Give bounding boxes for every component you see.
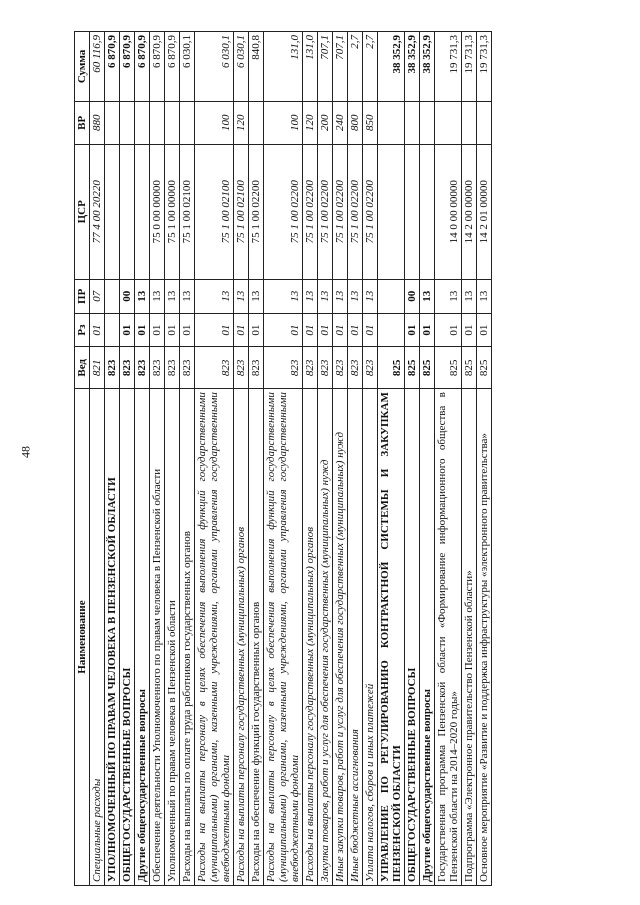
cell-ved: 823 (348, 347, 363, 389)
cell-ved: 821 (90, 347, 105, 389)
cell-ved: 823 (135, 347, 150, 389)
cell-csr: 75 1 00 02200 (303, 144, 318, 279)
cell-pr: 13 (333, 279, 348, 313)
cell-ved: 823 (180, 347, 195, 389)
cell-rz: 01 (165, 313, 180, 347)
cell-pr: 13 (234, 279, 249, 313)
cell-csr: 14 2 01 00000 (477, 144, 492, 279)
cell-sum: 38 352,9 (420, 32, 435, 102)
cell-ved: 825 (462, 347, 477, 389)
cell-name: Основное мероприятие «Развитие и поддержка инфраструктуры «электронного правительства» (477, 389, 492, 886)
table-row (318, 32, 333, 886)
cell-sum: 19 731,3 (477, 32, 492, 102)
cell-sum: 6 870,9 (150, 32, 165, 102)
cell-sum: 19 731,3 (462, 32, 477, 102)
table-row (105, 32, 120, 886)
rotated-table-wrapper (74, 31, 492, 886)
cell-ved: 825 (420, 347, 435, 389)
header-rz: Рз (75, 313, 90, 347)
cell-ved: 823 (195, 347, 234, 389)
cell-pr: 13 (135, 279, 150, 313)
cell-csr: 75 1 00 02100 (180, 144, 195, 279)
cell-pr: 00 (120, 279, 135, 313)
cell-rz: 01 (303, 313, 318, 347)
cell-sum: 38 352,9 (378, 32, 405, 102)
cell-pr: 13 (195, 279, 234, 313)
cell-csr: 75 1 00 02200 (249, 144, 264, 279)
table-row (363, 32, 378, 886)
cell-name: УПОЛНОМОЧЕННЫЙ ПО ПРАВАМ ЧЕЛОВЕКА В ПЕНЗЕНСКОЙ ОБЛАСТИ (105, 389, 120, 886)
cell-name: Обеспечение деятельности Уполномоченного по правам человека в Пензенской области (150, 389, 165, 886)
cell-name: Иные закупки товаров, работ и услуг для обеспечения государственных (муниципальных) нужд (333, 389, 348, 886)
cell-sum: 707,1 (318, 32, 333, 102)
cell-name: Расходы на выплаты по оплате труда работников государственных органов (180, 389, 195, 886)
cell-rz: 01 (348, 313, 363, 347)
cell-name: Расходы на выплаты персоналу государственных (муниципальных) органов (303, 389, 318, 886)
table-row (435, 32, 462, 886)
cell-rz: 01 (90, 313, 105, 347)
cell-name: Расходы на выплаты персоналу в целях обеспечения выполнения функций государственными (муниципальными) органами, казенными учреждениями, органами управления государственными внебюджетными фондами (195, 389, 234, 886)
cell-csr (105, 144, 120, 279)
cell-csr: 77 4 00 20220 (90, 144, 105, 279)
cell-csr: 14 0 00 00000 (435, 144, 462, 279)
cell-vr: 100 (264, 101, 303, 144)
cell-sum: 840,8 (249, 32, 264, 102)
cell-name: Другие общегосударственные вопросы (420, 389, 435, 886)
cell-pr: 13 (462, 279, 477, 313)
cell-pr: 07 (90, 279, 105, 313)
cell-pr: 13 (180, 279, 195, 313)
cell-rz: 01 (180, 313, 195, 347)
cell-vr: 100 (195, 101, 234, 144)
cell-pr: 00 (405, 279, 420, 313)
cell-name: Уплата налогов, сборов и иных платежей (363, 389, 378, 886)
table-row (462, 32, 477, 886)
cell-rz: 01 (435, 313, 462, 347)
table-row (405, 32, 420, 886)
cell-ved: 823 (249, 347, 264, 389)
cell-ved: 823 (105, 347, 120, 389)
table-row (90, 32, 105, 886)
cell-vr (477, 101, 492, 144)
cell-csr: 75 1 00 02200 (264, 144, 303, 279)
table-row (348, 32, 363, 886)
cell-csr: 75 1 00 02100 (195, 144, 234, 279)
cell-pr (378, 279, 405, 313)
cell-ved: 823 (165, 347, 180, 389)
cell-vr: 240 (333, 101, 348, 144)
cell-sum: 6 870,9 (105, 32, 120, 102)
cell-pr: 13 (165, 279, 180, 313)
cell-csr: 75 1 00 00000 (165, 144, 180, 279)
cell-vr: 200 (318, 101, 333, 144)
cell-rz: 01 (333, 313, 348, 347)
cell-name: Подпрограмма «Электронное правительство Пензенской области» (462, 389, 477, 886)
cell-vr (120, 101, 135, 144)
cell-csr (135, 144, 150, 279)
cell-pr (105, 279, 120, 313)
cell-ved: 823 (150, 347, 165, 389)
cell-csr: 75 0 00 00000 (150, 144, 165, 279)
cell-vr (249, 101, 264, 144)
table-row (420, 32, 435, 886)
header-ved: Вед (75, 347, 90, 389)
cell-rz: 01 (135, 313, 150, 347)
cell-vr (420, 101, 435, 144)
cell-sum: 19 731,3 (435, 32, 462, 102)
cell-pr: 13 (318, 279, 333, 313)
cell-vr: 800 (348, 101, 363, 144)
cell-csr: 75 1 00 02200 (333, 144, 348, 279)
cell-pr: 13 (303, 279, 318, 313)
cell-rz: 01 (120, 313, 135, 347)
cell-ved: 825 (477, 347, 492, 389)
cell-pr: 13 (477, 279, 492, 313)
cell-csr: 14 2 00 00000 (462, 144, 477, 279)
cell-rz (378, 313, 405, 347)
cell-sum: 131,0 (303, 32, 318, 102)
cell-sum: 131,0 (264, 32, 303, 102)
table-row (477, 32, 492, 886)
cell-name: Уполномоченный по правам человека в Пензенской области (165, 389, 180, 886)
header-vr: ВР (75, 101, 90, 144)
cell-rz: 01 (420, 313, 435, 347)
cell-name: Иные бюджетные ассигнования (348, 389, 363, 886)
cell-rz: 01 (405, 313, 420, 347)
header-csr: ЦСР (75, 144, 90, 279)
cell-pr: 13 (150, 279, 165, 313)
cell-pr: 13 (435, 279, 462, 313)
cell-vr: 120 (303, 101, 318, 144)
cell-rz: 01 (363, 313, 378, 347)
cell-sum: 6 870,9 (165, 32, 180, 102)
cell-ved: 823 (234, 347, 249, 389)
cell-csr: 75 1 00 02200 (348, 144, 363, 279)
cell-vr (165, 101, 180, 144)
cell-vr (150, 101, 165, 144)
cell-ved: 823 (264, 347, 303, 389)
cell-rz: 01 (462, 313, 477, 347)
table-row (303, 32, 318, 886)
cell-pr: 13 (249, 279, 264, 313)
cell-name: УПРАВЛЕНИЕ ПО РЕГУЛИРОВАНИЮ КОНТРАКТНОЙ СИСТЕМЫ И ЗАКУПКАМ ПЕНЗЕНСКОЙ ОБЛАСТИ (378, 389, 405, 886)
header-pr: ПР (75, 279, 90, 313)
cell-rz: 01 (195, 313, 234, 347)
cell-name: Расходы на обеспечение функций государственных органов (249, 389, 264, 886)
table-row (150, 32, 165, 886)
cell-rz: 01 (249, 313, 264, 347)
cell-rz: 01 (234, 313, 249, 347)
cell-ved: 823 (120, 347, 135, 389)
cell-rz (105, 313, 120, 347)
table-row (378, 32, 405, 886)
header-sum: Сумма (75, 32, 90, 102)
cell-ved: 825 (435, 347, 462, 389)
cell-sum: 2,7 (363, 32, 378, 102)
cell-csr (378, 144, 405, 279)
cell-ved: 825 (378, 347, 405, 389)
cell-sum: 6 030,1 (234, 32, 249, 102)
cell-sum: 6 030,1 (180, 32, 195, 102)
cell-ved: 823 (363, 347, 378, 389)
cell-sum: 707,1 (333, 32, 348, 102)
table-row (195, 32, 234, 886)
cell-csr (405, 144, 420, 279)
cell-sum: 6 870,9 (120, 32, 135, 102)
cell-csr: 75 1 00 02200 (363, 144, 378, 279)
table-header-row (75, 32, 90, 886)
table-row (135, 32, 150, 886)
table-body (90, 32, 492, 886)
cell-rz: 01 (150, 313, 165, 347)
cell-name: ОБЩЕГОСУДАРСТВЕННЫЕ ВОПРОСЫ (405, 389, 420, 886)
cell-csr: 75 1 00 02100 (234, 144, 249, 279)
cell-name: Другие общегосударственные вопросы (135, 389, 150, 886)
cell-name: ОБЩЕГОСУДАРСТВЕННЫЕ ВОПРОСЫ (120, 389, 135, 886)
cell-name: Закупка товаров, работ и услуг для обеспечения государственных (муниципальных) нужд (318, 389, 333, 886)
cell-csr (420, 144, 435, 279)
table-row (165, 32, 180, 886)
cell-sum: 6 030,1 (195, 32, 234, 102)
cell-rz: 01 (264, 313, 303, 347)
cell-ved: 823 (333, 347, 348, 389)
table-row (120, 32, 135, 886)
cell-ved: 823 (303, 347, 318, 389)
table-row (333, 32, 348, 886)
cell-vr: 880 (90, 101, 105, 144)
cell-vr (135, 101, 150, 144)
table-row (180, 32, 195, 886)
cell-vr (378, 101, 405, 144)
cell-csr: 75 1 00 02200 (318, 144, 333, 279)
cell-pr: 13 (264, 279, 303, 313)
cell-name: Государственная программа Пензенской области «Формирование информационного общества в Пензенской области на 2014–2020 годы» (435, 389, 462, 886)
cell-rz: 01 (477, 313, 492, 347)
cell-vr (105, 101, 120, 144)
cell-pr: 13 (348, 279, 363, 313)
cell-rz: 01 (318, 313, 333, 347)
cell-ved: 825 (405, 347, 420, 389)
cell-pr: 13 (420, 279, 435, 313)
cell-vr (180, 101, 195, 144)
cell-sum: 6 870,9 (135, 32, 150, 102)
cell-name: Расходы на выплаты персоналу государственных (муниципальных) органов (234, 389, 249, 886)
cell-sum: 60 116,9 (90, 32, 105, 102)
cell-vr: 120 (234, 101, 249, 144)
header-name: Наименование (75, 389, 90, 886)
table-row (264, 32, 303, 886)
cell-vr (435, 101, 462, 144)
cell-vr (462, 101, 477, 144)
cell-vr (405, 101, 420, 144)
budget-table (74, 31, 492, 886)
cell-sum: 2,7 (348, 32, 363, 102)
cell-csr (120, 144, 135, 279)
cell-pr: 13 (363, 279, 378, 313)
cell-name: Расходы на выплаты персоналу в целях обеспечения выполнения функций государственными (муниципальными) органами, казенными учреждениями, органами управления государственными внебюджетными фондами (264, 389, 303, 886)
cell-ved: 823 (318, 347, 333, 389)
cell-name: Специальные расходы (90, 389, 105, 886)
table-row (249, 32, 264, 886)
cell-vr: 850 (363, 101, 378, 144)
cell-sum: 38 352,9 (405, 32, 420, 102)
table-row (234, 32, 249, 886)
page-number: 48 (18, 446, 33, 458)
